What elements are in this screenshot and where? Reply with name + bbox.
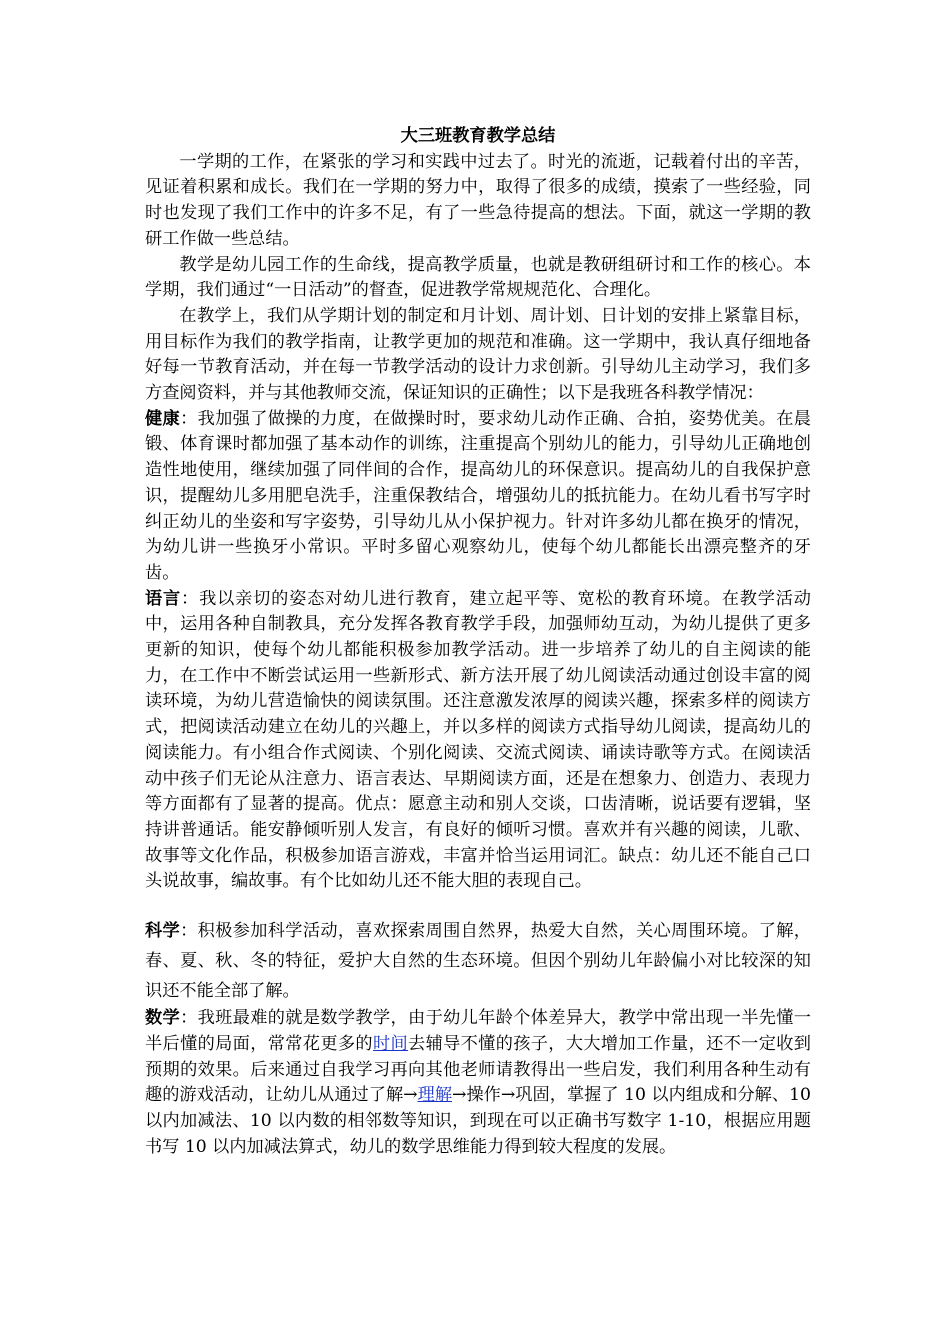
intro-paragraph-1: 一学期的工作，在紧张的学习和实践中过去了。时光的流逝，记载着付出的辛苦，见证着积累和成长。我们在一学期的努力中，取得了很多的成绩，摸索了一些经验，同时也发现了我们工作中的许多不足，有了一些急待提高的想法。下面，就这一学期的教研工作做一些总结。 bbox=[145, 151, 811, 249]
health-section bbox=[145, 407, 811, 587]
science-section bbox=[145, 916, 811, 1006]
language-text: ：我以亲切的姿态对幼儿进行教育，建立起平等、宽松的教育环境。在教学活动中，运用各种自制教具，充分发挥各教育教学手段，加强师幼互动，为幼儿提供了更多更新的知识，使每个幼儿都能积极参加教学活动。进一步培养了幼儿的自主阅读的能力，在工作中不断尝试运用一些新形式、新方法开展了幼儿阅读活动通过创设丰富的阅读环境，为幼儿营造愉快的阅读氛围。还注意激发浓厚的阅读兴趣，探索多样的阅读方式，把阅读活动建立在幼儿的兴趣上，并以多样的阅读方式指导幼儿阅读，提高幼儿的阅读能力。有小组合作式阅读、个别化阅读、交流式阅读、诵读诗歌等方式。在阅读活动中孩子们无论从注意力、语言表达、早期阅读方面，还是在想象力、创造力、表现力等方面都有了显著的提高。优点：愿意主动和别人交谈，口齿清晰，说话要有逻辑，坚持讲普通话。能安静倾听别人发言，有良好的倾听习惯。喜欢并有兴趣的阅读，儿歌、故事等文化作品，积极参加语言游戏，丰富并恰当运用词汇。缺点：幼儿还不能自己口头说故事，编故事。有个比如幼儿还不能大胆的表现自己。 bbox=[145, 588, 811, 892]
understand-link[interactable]: 理解 bbox=[417, 1085, 453, 1106]
math-text-a: ：我班最难的就是数学教学，由于幼儿年龄个体差异大，教学中常出现一半先懂一半后懂的局面，常常花更多的 bbox=[145, 1008, 811, 1054]
math-text-c: →操作→巩固，掌握了 10 以内组成和分解、10 以内加减法、10 以内数的相邻数等知识，到现在可以正确书写数字 1-10，根据应用题书写 10 以内加减法算式，幼儿的数学思维能力得到较大程度的发展。 bbox=[145, 1085, 811, 1157]
health-text: ：我加强了做操的力度，在做操时时，要求幼儿动作正确、合拍，姿势优美。在晨锻、体育课时都加强了基本动作的训练，注重提高个别幼儿的能力，引导幼儿正确地创造性地使用，继续加强了同伴间的合作，提高幼儿的环保意识。提高幼儿的自我保护意识，提醒幼儿多用肥皂洗手，注重保教结合，增强幼儿的抵抗能力。在幼儿看书写字时纠正幼儿的坐姿和写字姿势，引导幼儿从小保护视力。针对许多幼儿都在换牙的情况，为幼儿讲一些换牙小常识。平时多留心观察幼儿，使每个幼儿都能长出漂亮整齐的牙齿。 bbox=[145, 408, 811, 583]
science-text: ：积极参加科学活动，喜欢探索周围自然界，热爱大自然，关心周围环境。了解，春、夏、秋、冬的特征，爱护大自然的生态环境。但因个别幼儿年龄偏小对比较深的知识还不能全部了解。 bbox=[145, 921, 811, 1002]
document-title: 大三班教育教学总结 bbox=[400, 126, 556, 146]
intro-paragraph-3: 在教学上，我们从学期计划的制定和月计划、周计划、日计划的安排上紧靠目标，用目标作为我们的教学指南，让教学更加的规范和准确。这一学期中，我认真仔细地备好每一节教育活动，并在每一节教学活动的设计力求创新。引导幼儿主动学习，我们多方查阅资料，并与其他教师交流，保证知识的正确性；以下是我班各科教学情况： bbox=[145, 305, 811, 404]
math-section bbox=[145, 1006, 811, 1160]
math-heading: 数学 bbox=[145, 1008, 181, 1029]
health-heading: 健康 bbox=[145, 408, 181, 429]
intro-paragraph-2: 教学是幼儿园工作的生命线，提高教学质量，也就是教研组研讨和工作的核心。本学期，我们通过“一日活动”的督查，促进教学常规规范化、合理化。 bbox=[145, 254, 811, 301]
language-heading: 语言 bbox=[145, 588, 182, 609]
time-link[interactable]: 时间 bbox=[372, 1033, 409, 1054]
language-section bbox=[145, 587, 811, 895]
math-text-b: 去辅导不懂的孩子，大大增加工作量，还不一定收到预期的效果。后来通过自我学习再向其他老师请教得出一些启发，我们利用各种生动有趣的游戏活动，让幼儿从通过了解→ bbox=[145, 1033, 811, 1106]
document-page bbox=[145, 124, 811, 1160]
science-heading: 科学 bbox=[145, 921, 181, 942]
